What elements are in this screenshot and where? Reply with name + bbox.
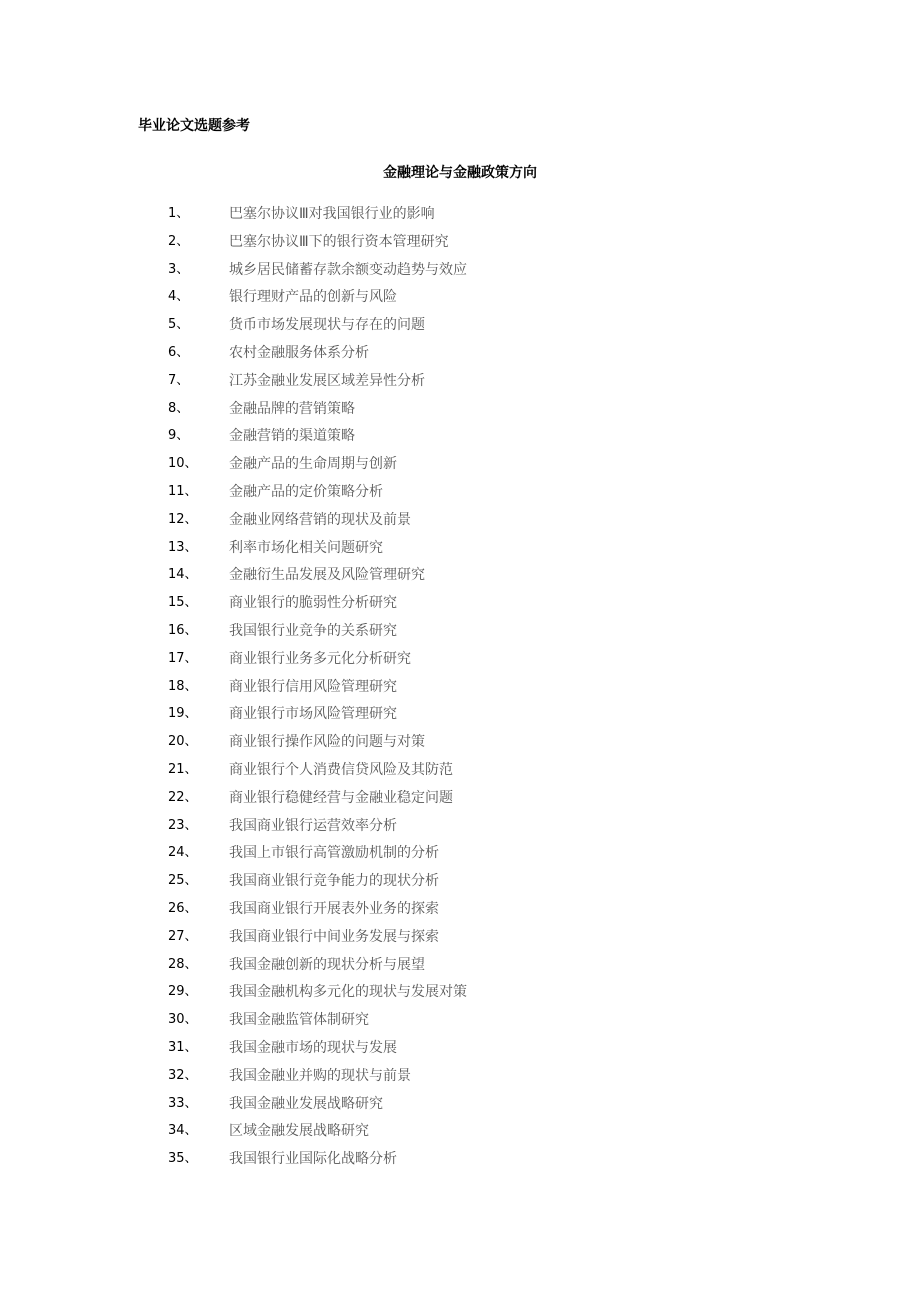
- topic-title: 金融产品的生命周期与创新: [229, 456, 397, 473]
- topic-title: 商业银行稳健经营与金融业稳定问题: [229, 789, 453, 806]
- topic-title: 商业银行信用风险管理研究: [229, 678, 397, 695]
- topic-number: 25、: [168, 873, 198, 889]
- topic-title: 我国商业银行运营效率分析: [229, 817, 397, 834]
- topic-title: 金融营销的渠道策略: [229, 428, 355, 445]
- topic-title: 金融业网络营销的现状及前景: [229, 511, 411, 528]
- topic-title: 金融产品的定价策略分析: [229, 483, 383, 500]
- topic-title: 我国金融业发展战略研究: [229, 1095, 383, 1112]
- topic-number: 32、: [168, 1067, 198, 1083]
- list-item: [0, 1121, 920, 1149]
- topic-number: 4、: [168, 289, 190, 305]
- topic-number: 5、: [168, 317, 190, 333]
- topic-number: 2、: [168, 233, 190, 249]
- list-item: [0, 927, 920, 955]
- list-item: [0, 982, 920, 1010]
- list-item: [0, 510, 920, 538]
- topic-number: 28、: [168, 956, 198, 972]
- topic-title: 我国上市银行高管激励机制的分析: [229, 845, 439, 862]
- topic-list: [0, 204, 920, 1177]
- topic-number: 14、: [168, 567, 198, 583]
- topic-title: 利率市场化相关问题研究: [229, 539, 383, 556]
- list-item: [0, 788, 920, 816]
- topic-title: 江苏金融业发展区域差异性分析: [229, 372, 425, 389]
- list-item: [0, 760, 920, 788]
- topic-number: 35、: [168, 1151, 198, 1167]
- list-item: [0, 232, 920, 260]
- topic-number: 22、: [168, 789, 198, 805]
- topic-number: 33、: [168, 1095, 198, 1111]
- list-item: [0, 287, 920, 315]
- topic-title: 我国金融监管体制研究: [229, 1012, 369, 1029]
- section-title: 金融理论与金融政策方向: [383, 165, 537, 181]
- list-item: [0, 1010, 920, 1038]
- topic-number: 18、: [168, 678, 198, 694]
- topic-title: 我国银行业竞争的关系研究: [229, 622, 397, 639]
- list-item: [0, 621, 920, 649]
- topic-title: 农村金融服务体系分析: [229, 344, 369, 361]
- topic-title: 我国商业银行开展表外业务的探索: [229, 900, 439, 917]
- topic-number: 16、: [168, 622, 198, 638]
- topic-number: 13、: [168, 539, 198, 555]
- topic-title: 我国金融创新的现状分析与展望: [229, 956, 425, 973]
- topic-number: 24、: [168, 845, 198, 861]
- topic-title: 城乡居民储蓄存款余额变动趋势与效应: [229, 261, 467, 278]
- topic-number: 23、: [168, 817, 198, 833]
- topic-number: 29、: [168, 984, 198, 1000]
- topic-title: 我国金融机构多元化的现状与发展对策: [229, 984, 467, 1001]
- document-title: 毕业论文选题参考: [138, 118, 250, 134]
- list-item: [0, 454, 920, 482]
- list-item: [0, 399, 920, 427]
- topic-number: 19、: [168, 706, 198, 722]
- topic-number: 31、: [168, 1039, 198, 1055]
- list-item: [0, 426, 920, 454]
- topic-number: 3、: [168, 261, 190, 277]
- topic-number: 26、: [168, 900, 198, 916]
- list-item: [0, 1149, 920, 1177]
- topic-title: 我国商业银行竞争能力的现状分析: [229, 873, 439, 890]
- topic-title: 金融品牌的营销策略: [229, 400, 355, 417]
- topic-number: 7、: [168, 372, 190, 388]
- list-item: [0, 732, 920, 760]
- topic-title: 巴塞尔协议Ⅲ下的银行资本管理研究: [229, 233, 449, 250]
- list-item: [0, 677, 920, 705]
- topic-title: 银行理财产品的创新与风险: [229, 289, 397, 306]
- topic-number: 20、: [168, 734, 198, 750]
- list-item: [0, 538, 920, 566]
- list-item: [0, 482, 920, 510]
- list-item: [0, 649, 920, 677]
- topic-title: 我国金融市场的现状与发展: [229, 1039, 397, 1056]
- topic-number: 6、: [168, 344, 190, 360]
- topic-title: 商业银行业务多元化分析研究: [229, 650, 411, 667]
- topic-number: 1、: [168, 206, 190, 221]
- topic-title: 商业银行个人消费信贷风险及其防范: [229, 761, 453, 778]
- list-item: [0, 871, 920, 899]
- list-item: [0, 704, 920, 732]
- list-item: [0, 260, 920, 288]
- list-item: [0, 315, 920, 343]
- topic-number: 17、: [168, 650, 198, 666]
- list-item: [0, 343, 920, 371]
- topic-number: 15、: [168, 595, 198, 611]
- topic-number: 12、: [168, 511, 198, 527]
- list-item: [0, 565, 920, 593]
- list-item: [0, 1094, 920, 1122]
- list-item: [0, 371, 920, 399]
- list-item: [0, 1038, 920, 1066]
- topic-title: 商业银行的脆弱性分析研究: [229, 595, 397, 612]
- list-item: [0, 899, 920, 927]
- topic-title: 金融衍生品发展及风险管理研究: [229, 567, 425, 584]
- topic-title: 货币市场发展现状与存在的问题: [229, 317, 425, 334]
- topic-title: 巴塞尔协议Ⅲ对我国银行业的影响: [229, 206, 435, 222]
- list-item: [0, 843, 920, 871]
- topic-number: 11、: [168, 483, 198, 499]
- topic-number: 30、: [168, 1012, 198, 1028]
- topic-title: 商业银行市场风险管理研究: [229, 706, 397, 723]
- list-item: [0, 816, 920, 844]
- topic-number: 34、: [168, 1123, 198, 1139]
- topic-title: 我国商业银行中间业务发展与探索: [229, 928, 439, 945]
- topic-number: 10、: [168, 456, 198, 472]
- topic-title: 我国金融业并购的现状与前景: [229, 1067, 411, 1084]
- topic-number: 21、: [168, 761, 198, 777]
- list-item: [0, 204, 920, 232]
- topic-number: 9、: [168, 428, 190, 444]
- topic-number: 8、: [168, 400, 190, 416]
- topic-title: 区域金融发展战略研究: [229, 1123, 369, 1140]
- topic-title: 我国银行业国际化战略分析: [229, 1151, 397, 1168]
- topic-number: 27、: [168, 928, 198, 944]
- list-item: [0, 955, 920, 983]
- list-item: [0, 1066, 920, 1094]
- list-item: [0, 593, 920, 621]
- topic-title: 商业银行操作风险的问题与对策: [229, 734, 425, 751]
